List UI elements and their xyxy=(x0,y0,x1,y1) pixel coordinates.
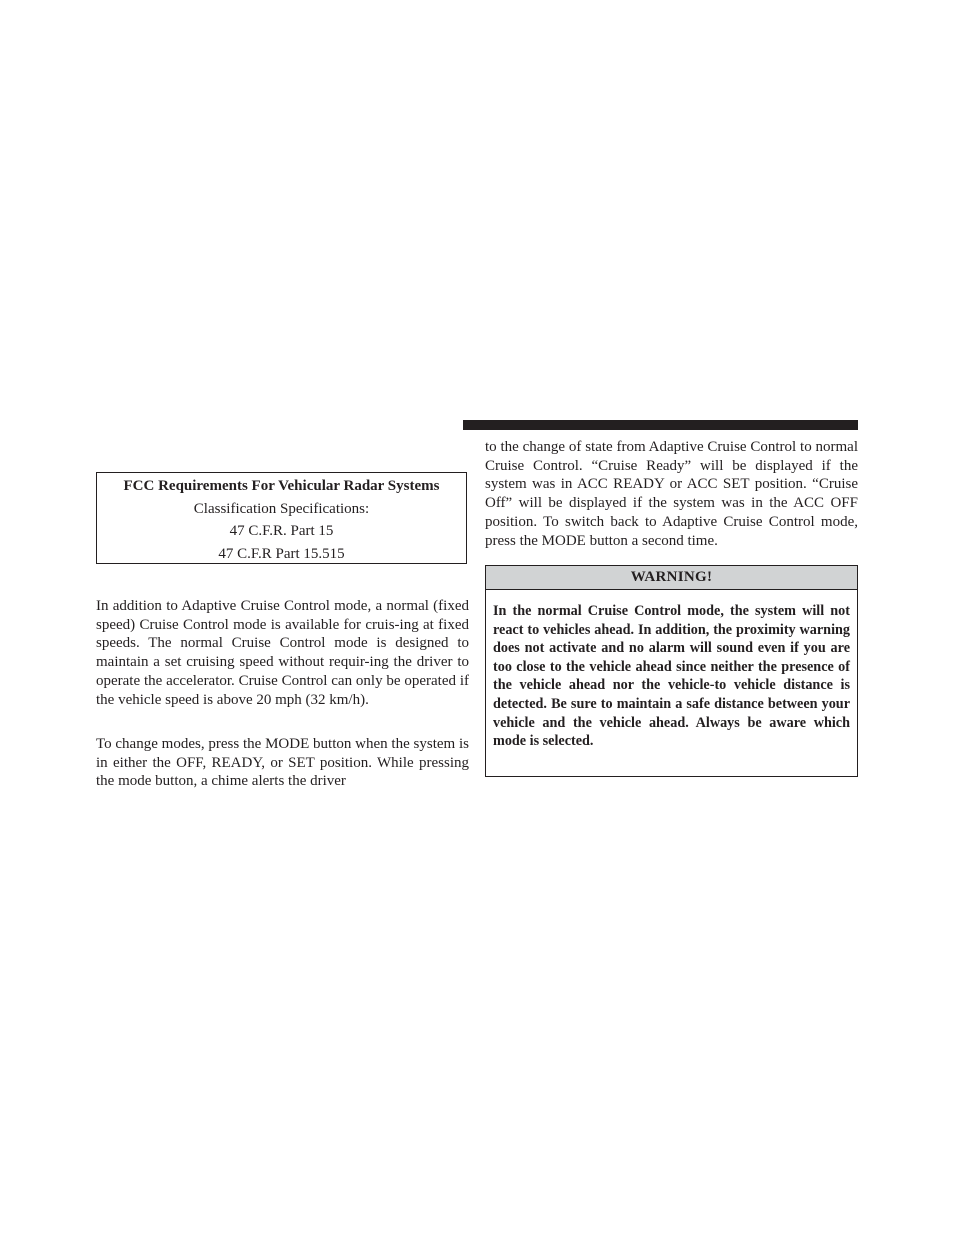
fcc-requirements-box xyxy=(96,472,467,564)
fcc-box-title: FCC Requirements For Vehicular Radar Systems xyxy=(123,478,440,494)
fcc-box-part-15-515: 47 C.F.R Part 15.515 xyxy=(218,545,345,562)
left-paragraph-change-modes: To change modes, press the MODE button when the system is in either the OFF, READY, or SET position. While pressing the mode button, a chime alerts the driver xyxy=(96,736,469,790)
fcc-box-classification: Classification Specifications: xyxy=(193,500,370,517)
right-paragraph-state-change: to the change of state from Adaptive Cruise Control to normal Cruise Control. “Cruise Ready” will be displayed if the system was in ACC READY or ACC SET position. “Cruise Off” will be displayed if the system was in the ACC OFF position. To switch back to Adaptive Cruise Control mode, press the MODE button a second time. xyxy=(485,439,858,549)
left-paragraph-normal-cruise: In addition to Adaptive Cruise Control mode, a normal (fixed speed) Cruise Control mode is available for cruis-ing at fixed speeds. The normal Cruise Control mode is designed to maintain a set cruising speed without requir-ing the driver to operate the accelerator. Cruise Control can only be operated if the vehicle speed is above 20 mph (32 km/h). xyxy=(96,598,469,708)
warning-heading: WARNING! xyxy=(486,566,857,590)
warning-text: In the normal Cruise Control mode, the system will not react to vehicles ahead. In addition, the proximity warning does not activate and no alarm will sound even if you are too close to the vehicle ahead since neither the presence of the vehicle ahead nor the vehicle-to vehicle distance is detected. Be sure to maintain a safe distance between your vehicle and the vehicle ahead. Always be aware which mode is selected. xyxy=(493,603,850,750)
warning-box xyxy=(485,565,858,777)
fcc-box-part-15: 47 C.F.R. Part 15 xyxy=(229,523,334,539)
section-header-rule xyxy=(463,420,858,430)
